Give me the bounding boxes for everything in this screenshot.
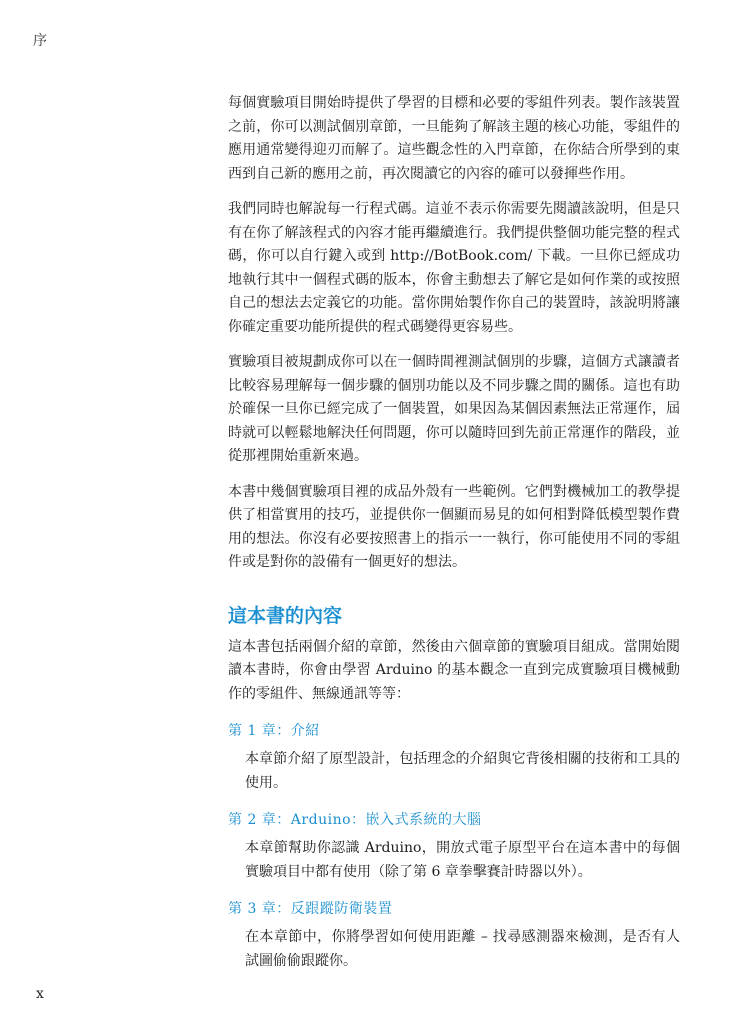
- page-number: x: [36, 986, 44, 1002]
- chapter-1: [228, 720, 680, 795]
- chapter-3: [228, 898, 680, 973]
- paragraph-3: 實驗項目被規劃成你可以在一個時間裡測試個別的步驟，這個方式讓讀者比較容易理解每一個步驟的個別功能以及不同步驟之間的關係。這也有助於確保一旦你已經完成了一個裝置，如果因為某個因素無法正常運作，屆時就可以輕鬆地解決任何問題，你可以隨時回到先前正常運作的階段，並從那裡開始重新來過。: [228, 354, 680, 464]
- chapter-description: 在本章節中，你將學習如何使用距離 – 找尋感測器來檢測，是否有人試圖偷偷跟蹤你。: [245, 929, 680, 969]
- chapter-2: [228, 809, 680, 884]
- section-intro: 這本書包括兩個介紹的章節，然後由六個章節的實驗項目組成。當開始閱讀本書時，你會由學習 Arduino 的基本觀念一直到完成實驗項目機械動作的零組件、無線通訊等等：: [228, 638, 680, 702]
- section-title: 這本書的內容: [228, 604, 343, 627]
- chapter-title: 第 2 章：Arduino：嵌入式系統的大腦: [228, 812, 482, 828]
- chapter-title: 第 3 章：反跟蹤防衛裝置: [228, 901, 393, 917]
- chapter-title: 第 1 章：介紹: [228, 723, 320, 739]
- paragraph-2: 我們同時也解說每一行程式碼。這並不表示你需要先閱讀該說明，但是只有在你了解該程式的內容才能再繼續進行。我們提供整個功能完整的程式碼，你可以自行鍵入或到 http://BotBook.com/ 下載。一旦你已經成功地執行其中一個程式碼的版本，你會主動想去了解它是如何作業的或按照自己的想法去定義它的功能。當你開始製作你自己的裝置時，該說明將讓你確定重要功能所提供的程式碼變得更容易些。: [228, 201, 680, 335]
- page-content: [228, 92, 680, 973]
- chapter-description: 本章節幫助你認識 Arduino，開放式電子原型平台在這本書中的每個實驗項目中都有使用（除了第 6 章拳擊賽計時器以外）。: [245, 840, 680, 880]
- paragraph-1: 每個實驗項目開始時提供了學習的目標和必要的零組件列表。製作該裝置之前，你可以測試個別章節，一旦能夠了解該主題的核心功能，零組件的應用通常變得迎刃而解了。這些觀念性的入門章節，在你結合所學到的東西到自己新的應用之前，再次閱讀它的內容的確可以發揮些作用。: [228, 95, 680, 182]
- paragraph-4: 本書中幾個實驗項目裡的成品外殼有一些範例。它們對機械加工的教學提供了相當實用的技巧，並提供你一個顯而易見的如何相對降低模型製作費用的想法。你沒有必要按照書上的指示一一執行，你可能使用不同的零組件或是對你的設備有一個更好的想法。: [228, 483, 680, 570]
- chapter-description: 本章節介紹了原型設計，包括理念的介紹與它背後相關的技術和工具的使用。: [245, 751, 680, 791]
- running-header: 序: [33, 33, 47, 49]
